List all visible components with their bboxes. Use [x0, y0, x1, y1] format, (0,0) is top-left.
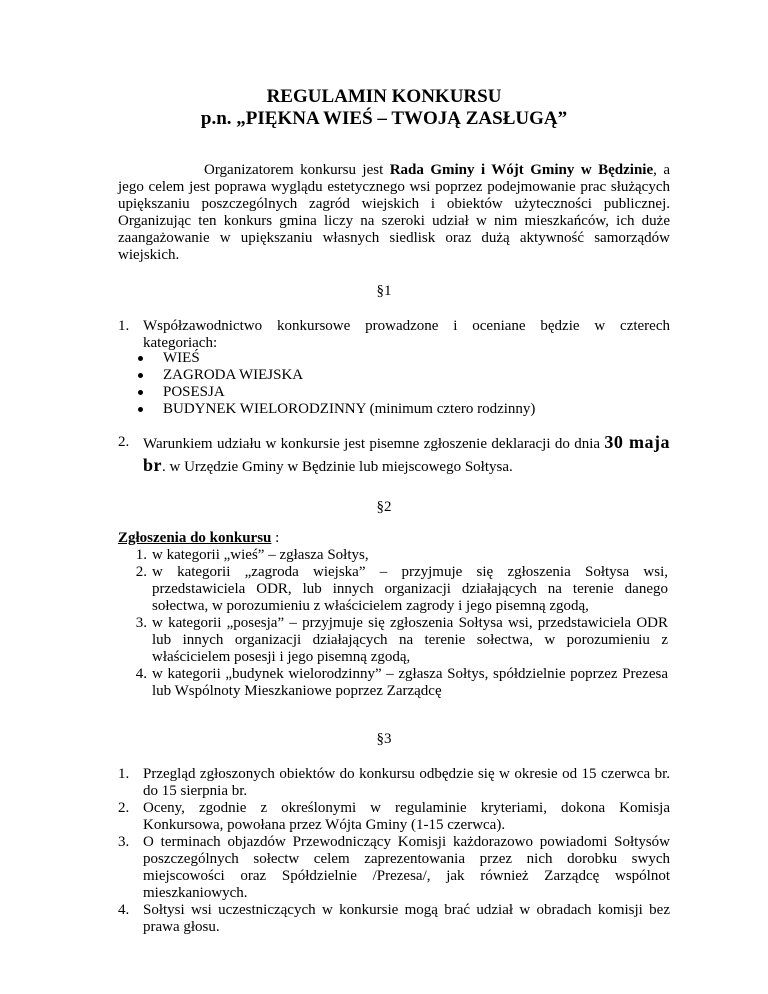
item-text-end: . w Urzędzie Gminy w Będzinie lub miejscowego Sołtysa.	[162, 459, 513, 475]
category-label: POSESJA	[163, 384, 225, 400]
heading-suffix: :	[271, 530, 280, 546]
bullet-icon	[138, 373, 143, 378]
list-item	[118, 666, 670, 700]
document-subtitle: p.n. „PIĘKNA WIEŚ – TWOJĄ ZASŁUGĄ”	[200, 108, 568, 129]
item-text: Współzawodnictwo konkursowe prowadzone i oceniane będzie w czterech kategoriach:	[143, 318, 670, 351]
document-title: REGULAMIN KONKURSU	[266, 86, 502, 107]
item-text: O terminach objazdów Przewodniczący Komisji każdorazowo powiadomi Sołtysów poszczególnych sołectw celem zaprezentowania przez nich dorobku swych miejscowości oraz Spółdzielnie /Prezesa/, jak również Zarządcę wspólnot mieszkaniowych.	[143, 834, 670, 901]
section-3-mark: §3	[376, 731, 392, 747]
item-text: Przegląd zgłoszonych obiektów do konkursu odbędzie się w okresie od 15 czerwca br. do 15 sierpnia br.	[143, 766, 670, 799]
section-2-list	[118, 547, 670, 700]
item-number: 4.	[135, 666, 147, 682]
item-number: 1.	[118, 318, 130, 334]
category-item	[118, 384, 535, 401]
category-label: BUDYNEK WIELORODZINNY (minimum cztero rodzinny)	[163, 401, 536, 417]
deadline-date: 30 maja br	[143, 432, 670, 475]
bullet-icon	[138, 407, 143, 412]
bullet-icon	[138, 390, 143, 395]
category-label: WIEŚ	[163, 350, 200, 366]
category-label: ZAGRODA WIEJSKA	[163, 367, 304, 383]
category-item	[118, 401, 535, 418]
intro-paragraph	[118, 162, 670, 264]
list-item	[118, 564, 670, 615]
section-2-mark: §2	[376, 499, 392, 515]
section-1-mark: §1	[376, 283, 392, 299]
list-item	[118, 766, 670, 800]
list-item	[118, 800, 670, 834]
list-item	[118, 834, 670, 902]
item-text: w kategorii „budynek wielorodzinny” – zgłasza Sołtys, spółdzielnie poprzez Prezesa lub Wspólnoty Mieszkaniowe poprzez Zarządcę	[152, 666, 668, 699]
item-text: w kategorii „wieś” – zgłasza Sołtys,	[152, 547, 369, 563]
list-item	[118, 615, 670, 666]
item-number: 2.	[118, 434, 130, 450]
item-number: 3.	[118, 834, 130, 850]
section-2-heading	[118, 530, 279, 547]
item-text: Sołtysi wsi uczestniczących w konkursie mogą brać udział w obradach komisji bez prawa głosu.	[143, 902, 670, 935]
item-text: w kategorii „zagroda wiejska” – przyjmuje się zgłoszenia Sołtysa wsi, przedstawiciela ODR, lub innych organizacji działających na terenie danego sołectwa, w porozumieniu z właścicielem zagrody i jego pisemną zgodą,	[152, 564, 668, 614]
category-item	[118, 367, 535, 384]
item-number: 2.	[118, 800, 130, 816]
intro-text-start: Organizatorem konkursu jest	[204, 162, 390, 178]
section-1-item-1	[118, 318, 670, 352]
item-number: 2.	[135, 564, 147, 580]
item-number: 3.	[135, 615, 147, 631]
section-1-item-2	[118, 432, 670, 478]
bullet-icon	[138, 356, 143, 361]
item-number: 4.	[118, 902, 130, 918]
category-item	[118, 350, 535, 367]
list-item	[118, 318, 670, 352]
item-text: Warunkiem udziału w konkursie jest pisemne zgłoszenie deklaracji do dnia	[143, 436, 605, 452]
section-3-list	[118, 766, 670, 936]
organizer-name: Rada Gminy i Wójt Gminy w Będzinie	[389, 162, 654, 178]
intro-text-rest: , a jego celem jest poprawa wyglądu estetycznego wsi poprzez podejmowanie prac służących upiększaniu poszczególnych zagród wiejskich i obiektów użyteczności publicznej. Organizując ten konkurs gmina liczy na szeroki udział w nim mieszkańców, ich duże zaangażowanie w upiększaniu własnych siedlisk oraz dużą aktywność samorządów wiejskich.	[118, 162, 670, 263]
item-number: 1.	[135, 547, 147, 563]
category-list	[118, 350, 535, 418]
list-item	[118, 432, 670, 478]
heading-text: Zgłoszenia do konkursu	[118, 530, 272, 546]
list-item	[118, 547, 670, 564]
item-number: 1.	[118, 766, 130, 782]
item-text: Oceny, zgodnie z określonymi w regulaminie kryteriami, dokona Komisja Konkursowa, powołana przez Wójta Gminy (1-15 czerwca).	[143, 800, 670, 833]
list-item	[118, 902, 670, 936]
item-text: w kategorii „posesja” – przyjmuje się zgłoszenia Sołtysa wsi, przedstawiciela ODR lub innych organizacji działających na terenie sołectwa, w porozumieniu z właścicielem posesji i jego pisemną zgodą,	[152, 615, 668, 665]
